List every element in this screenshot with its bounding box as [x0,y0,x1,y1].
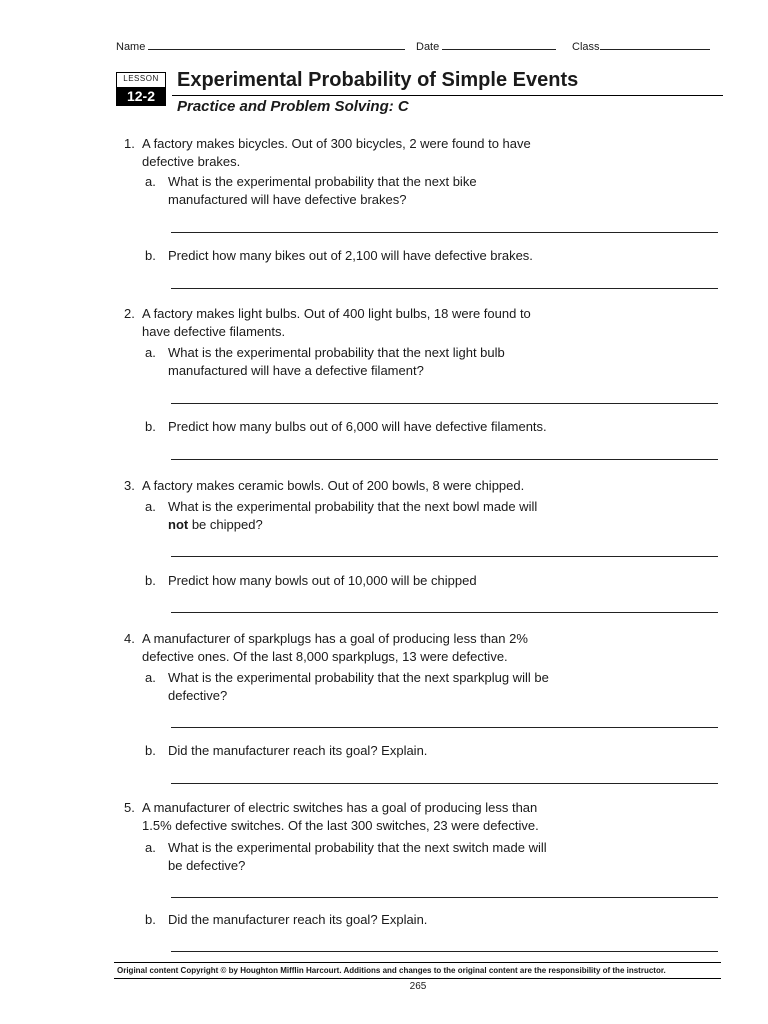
question-line: A factory makes ceramic bowls. Out of 200 bowls, 8 were chipped. [142,478,525,493]
title-rule [172,95,723,96]
part-text [168,344,598,379]
date-label: Date [416,41,440,53]
class-field-label [572,39,710,53]
question-line: A manufacturer of sparkplugs has a goal of producing less than 2% [142,631,528,646]
part-text [168,247,598,265]
question-number: 1. [124,136,135,151]
question-line: A factory makes bicycles. Out of 300 bicycles, 2 were found to have [142,136,531,151]
answer-line[interactable] [171,232,718,233]
class-line[interactable] [600,39,710,50]
answer-line[interactable] [171,783,718,784]
part-line [168,516,598,534]
question-text [142,135,592,170]
part-text [168,839,598,874]
question-line: defective ones. Of the last 8,000 sparkplugs, 13 were defective. [142,648,508,664]
lesson-label: LESSON [123,74,159,83]
part-line: manufactured will have a defective filament? [168,362,424,378]
part-text [168,572,598,590]
part-text [168,669,598,704]
question-number: 4. [124,631,135,646]
part-letter: a. [145,840,156,855]
lesson-number: 12-2 [117,87,165,105]
part-text [168,498,598,533]
copyright-notice: Original content Copyright © by Houghton Mifflin Harcourt. Additions and changes to the original content are the responsibility of the instructor. [117,966,666,975]
part-text [168,418,598,436]
date-field-label [416,39,556,53]
part-line: be defective? [168,857,246,873]
part-line: What is the experimental probability that the next sparkplug will be [168,670,549,685]
part-line-tail: be chipped? [188,516,263,532]
part-text [168,742,598,760]
question-line: A manufacturer of electric switches has a goal of producing less than [142,800,538,815]
part-line: Did the manufacturer reach its goal? Explain. [168,912,428,927]
part-letter: b. [145,743,156,758]
question-line: defective brakes. [142,153,241,169]
part-text [168,911,598,929]
question-line: have defective filaments. [142,323,286,339]
part-line: What is the experimental probability that the next bike [168,174,477,189]
question-text [142,305,592,340]
part-letter: b. [145,912,156,927]
part-line: Predict how many bulbs out of 6,000 will have defective filaments. [168,419,547,434]
question-text [142,477,592,495]
answer-line[interactable] [171,403,718,404]
answer-line[interactable] [171,612,718,613]
part-text [168,173,598,208]
page-title: Experimental Probability of Simple Events [177,69,579,91]
part-line: What is the experimental probability that the next bowl made will [168,499,538,514]
part-letter: a. [145,499,156,514]
page-subtitle: Practice and Problem Solving: C [177,98,409,115]
name-label: Name [116,41,146,53]
answer-line[interactable] [171,727,718,728]
part-line: Did the manufacturer reach its goal? Explain. [168,743,428,758]
part-letter: a. [145,670,156,685]
part-letter: b. [145,573,156,588]
name-line[interactable] [148,39,405,50]
date-line[interactable] [442,39,556,50]
part-line: Predict how many bikes out of 2,100 will have defective brakes. [168,248,533,263]
part-line: What is the experimental probability that the next light bulb [168,345,505,360]
footer-rule-top [114,962,721,963]
part-line: What is the experimental probability that the next switch made will [168,840,547,855]
question-number: 5. [124,800,135,815]
name-field-label [116,39,405,53]
emphasis-text: not [168,516,189,532]
part-line: Predict how many bowls out of 10,000 will be chipped [168,573,477,588]
question-line: 1.5% defective switches. Of the last 300 switches, 23 were defective. [142,817,539,833]
answer-line[interactable] [171,951,718,952]
question-text [142,799,592,834]
answer-line[interactable] [171,459,718,460]
lesson-badge [116,72,166,106]
part-letter: b. [145,248,156,263]
answer-line[interactable] [171,288,718,289]
part-line: defective? [168,687,228,703]
footer-rule-bottom [114,978,721,979]
part-letter: b. [145,419,156,434]
page-number: 265 [409,981,427,992]
class-label: Class [572,41,600,53]
question-text [142,630,592,665]
question-line: A factory makes light bulbs. Out of 400 light bulbs, 18 were found to [142,306,531,321]
part-letter: a. [145,174,156,189]
question-number: 3. [124,478,135,493]
answer-line[interactable] [171,897,718,898]
question-number: 2. [124,306,135,321]
part-letter: a. [145,345,156,360]
answer-line[interactable] [171,556,718,557]
part-line: manufactured will have defective brakes? [168,191,407,207]
